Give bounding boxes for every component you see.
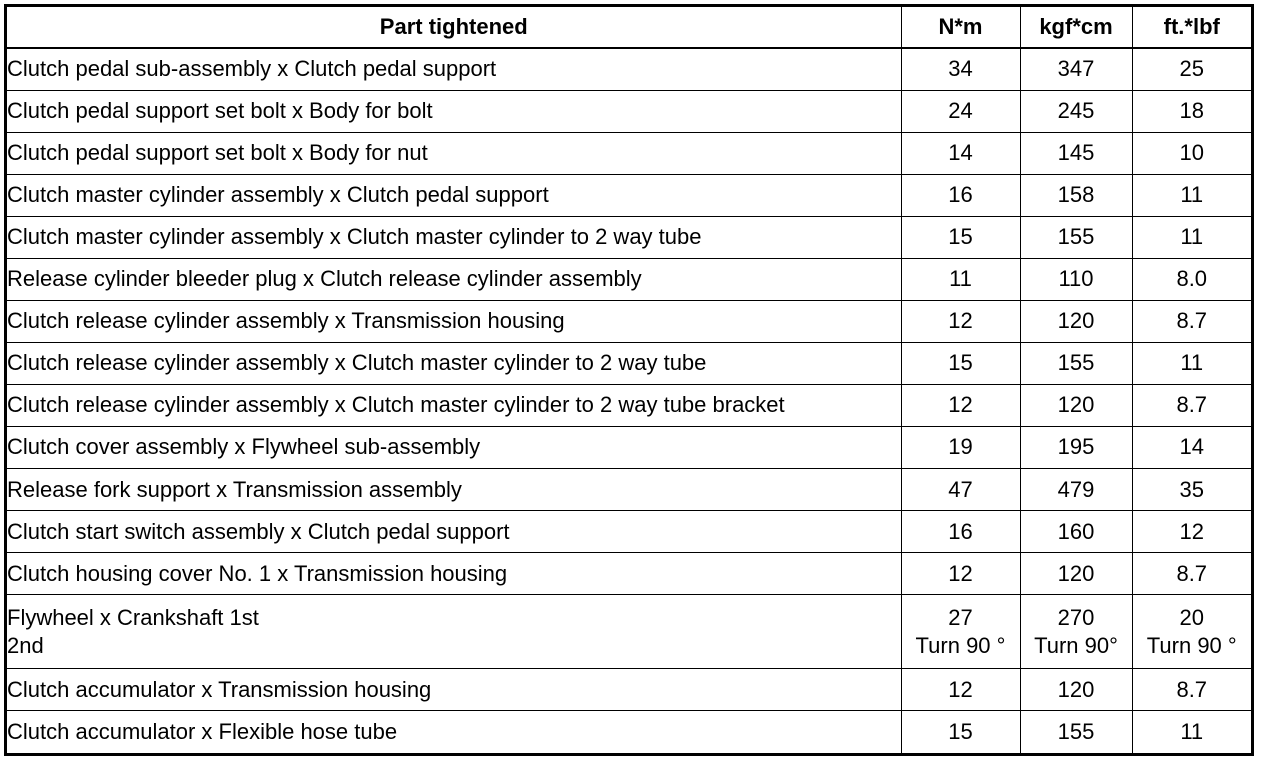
part-cell: Clutch accumulator x Flexible hose tube [7,711,901,753]
part-cell: Clutch release cylinder assembly x Transmission housing [7,300,901,342]
table-header-row [7,7,1251,48]
table-row [7,426,1251,468]
ft-cell: 8.7 [1132,300,1251,342]
kgf-cell: 479 [1020,469,1132,511]
part-cell: Clutch pedal support set bolt x Body for bolt [7,90,901,132]
nm-cell: 47 [901,469,1020,511]
part-cell: Clutch cover assembly x Flywheel sub-assembly [7,426,901,468]
flywheel-step-second-label: 2nd [7,632,44,658]
table-row [7,511,1251,553]
nm-cell: 24 [901,90,1020,132]
table-row [7,469,1251,511]
nm-cell: 16 [901,174,1020,216]
flywheel-nm-turn: Turn 90 ° [915,632,1006,658]
kgf-cell [1020,595,1132,669]
kgf-cell: 158 [1020,174,1132,216]
ft-cell: 35 [1132,469,1251,511]
ft-cell [1132,595,1251,669]
kgf-cell: 245 [1020,90,1132,132]
ft-cell: 10 [1132,132,1251,174]
nm-cell: 12 [901,553,1020,595]
header-part-tightened: Part tightened [7,7,901,48]
flywheel-ft-turn: Turn 90 ° [1146,632,1237,658]
kgf-cell: 195 [1020,426,1132,468]
torque-table-frame [4,4,1254,756]
ft-cell: 11 [1132,342,1251,384]
part-cell: Clutch release cylinder assembly x Clutch master cylinder to 2 way tube bracket [7,384,901,426]
nm-cell: 15 [901,216,1020,258]
nm-cell: 34 [901,48,1020,90]
table-row [7,216,1251,258]
table-row [7,300,1251,342]
ft-cell: 8.0 [1132,258,1251,300]
table-row [7,669,1251,711]
table-row [7,258,1251,300]
table-row [7,342,1251,384]
part-cell: Clutch pedal support set bolt x Body for nut [7,132,901,174]
ft-cell: 11 [1132,711,1251,753]
ft-cell: 8.7 [1132,384,1251,426]
ft-cell: 11 [1132,216,1251,258]
part-cell: Clutch master cylinder assembly x Clutch pedal support [7,174,901,216]
nm-cell: 12 [901,384,1020,426]
kgf-cell: 160 [1020,511,1132,553]
table-row [7,48,1251,90]
table-row [7,711,1251,753]
part-cell: Clutch pedal sub-assembly x Clutch pedal support [7,48,901,90]
part-cell: Clutch accumulator x Transmission housing [7,669,901,711]
ft-cell: 25 [1132,48,1251,90]
ft-cell: 11 [1132,174,1251,216]
nm-cell: 19 [901,426,1020,468]
nm-cell: 15 [901,342,1020,384]
kgf-cell: 120 [1020,384,1132,426]
kgf-cell: 145 [1020,132,1132,174]
table-row [7,174,1251,216]
table-row [7,132,1251,174]
part-cell [7,595,901,669]
nm-cell: 15 [901,711,1020,753]
nm-cell [901,595,1020,669]
part-cell: Clutch housing cover No. 1 x Transmission housing [7,553,901,595]
flywheel-ft-value: 20 [1179,604,1204,630]
kgf-cell: 155 [1020,216,1132,258]
nm-cell: 16 [901,511,1020,553]
table-row [7,384,1251,426]
flywheel-kgf-turn: Turn 90° [1034,632,1118,658]
ft-cell: 8.7 [1132,669,1251,711]
ft-cell: 18 [1132,90,1251,132]
flywheel-step-first-label: Flywheel x Crankshaft 1st [7,604,259,630]
part-cell: Release fork support x Transmission assembly [7,469,901,511]
kgf-cell: 120 [1020,669,1132,711]
flywheel-kgf-value: 270 [1057,604,1095,630]
nm-cell: 14 [901,132,1020,174]
kgf-cell: 155 [1020,342,1132,384]
kgf-cell: 120 [1020,553,1132,595]
kgf-cell: 110 [1020,258,1132,300]
part-cell: Clutch master cylinder assembly x Clutch master cylinder to 2 way tube [7,216,901,258]
header-kgf-cm: kgf*cm [1020,7,1132,48]
kgf-cell: 120 [1020,300,1132,342]
part-cell: Clutch start switch assembly x Clutch pedal support [7,511,901,553]
ft-cell: 12 [1132,511,1251,553]
header-ft-lbf: ft.*lbf [1132,7,1251,48]
nm-cell: 12 [901,669,1020,711]
table-row [7,553,1251,595]
table-row-flywheel [7,595,1251,669]
torque-specification-table [7,7,1251,753]
nm-cell: 11 [901,258,1020,300]
ft-cell: 14 [1132,426,1251,468]
flywheel-nm-value: 27 [948,604,973,630]
part-cell: Release cylinder bleeder plug x Clutch release cylinder assembly [7,258,901,300]
nm-cell: 12 [901,300,1020,342]
header-newton-meter: N*m [901,7,1020,48]
kgf-cell: 347 [1020,48,1132,90]
ft-cell: 8.7 [1132,553,1251,595]
part-cell: Clutch release cylinder assembly x Clutch master cylinder to 2 way tube [7,342,901,384]
kgf-cell: 155 [1020,711,1132,753]
table-row [7,90,1251,132]
